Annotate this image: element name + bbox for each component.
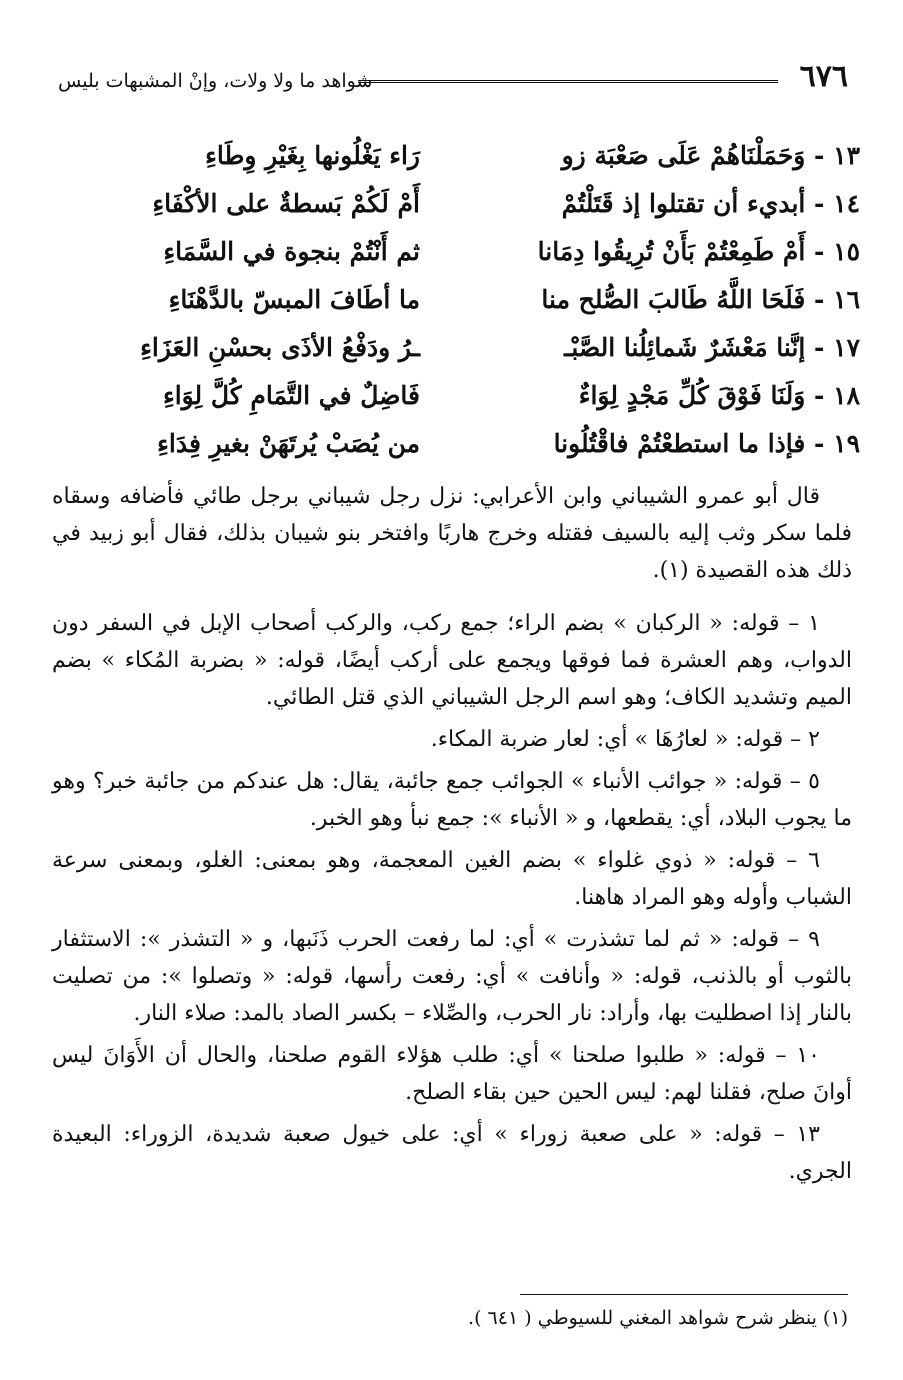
verse-second-hemistich: من يُصَبْ يُرتَهَنْ بغيرِ فِدَاءِ — [157, 429, 420, 458]
verse-first-hemistich: ١٧ - إنَّنا مَعْشَرٌ شَمائِلُنا الصَّبْـ — [564, 333, 860, 362]
verse-second-hemistich: ـرُ ودَفْعُ الأذَى بحسْنِ العَزَاءِ — [140, 333, 420, 362]
verse-first-hemistich: ١٦ - فَلَحَا اللَّهُ طَالبَ الصُّلح منا — [541, 285, 860, 314]
commentary-notes — [52, 605, 852, 1195]
verse-first-hemistich: ١٥ - أَمْ طَمِعْتُمْ بَأَنْ تُرِيقُوا دِمَانا — [537, 237, 860, 266]
verse-line — [100, 180, 860, 228]
header-rule — [358, 80, 778, 83]
verse-first-hemistich: ١٣ - وَحَمَلْنَاهُمْ عَلَى صَعْبَة زو — [561, 141, 860, 170]
verse-second-hemistich: ما أطَافَ المبسّ بالدَّهْنَاءِ — [168, 285, 420, 314]
commentary-note: ٩ – قوله: « ثم لما تشذرت » أي: لما رفعت الحرب ذَنَبها، و « التشذر »: الاستثفار بالثوب أو بالذنب، قوله: « وأنافت » أي: رفعت رأسها، قوله: « وتصلوا »: من تصليت بالنار إذا اصطليت بها، وأراد: نار الحرب، والصِّلاء – بكسر الصاد بالمد: صلاء النار. — [52, 927, 852, 1026]
footnote: (١) ينظر شرح شواهد المغني للسيوطي ( ٦٤١ ). — [468, 1307, 848, 1329]
commentary-note: ١٣ – قوله: « على صعبة زوراء » أي: على خيول صعبة شديدة، الزوراء: البعيدة الجري. — [52, 1122, 852, 1184]
verse-first-hemistich: ١٨ - وَلَنَا فَوْقَ كُلِّ مَجْدٍ لِوَاءٌ — [578, 381, 860, 410]
verse-line — [100, 420, 860, 468]
commentary-note: ١٠ – قوله: « طلبوا صلحنا » أي: طلب هؤلاء القوم صلحنا، والحال أن الأَوَانَ ليس أوانَ صلح، فقلنا لهم: ليس الحين حين بقاء الصلح. — [52, 1043, 852, 1105]
commentary-note: ٢ – قوله: « لعارُهَا » أي: لعار ضربة المكاء. — [430, 727, 820, 752]
running-header — [58, 58, 848, 98]
page-number: ٦٧٦ — [799, 59, 848, 94]
verse-second-hemistich: أَمْ لَكُمْ بَسطةٌ على الأكْفَاءِ — [152, 189, 420, 218]
verse-second-hemistich: فَاضِلٌ في التَّمَامِ كُلَّ لِوَاءِ — [162, 381, 420, 410]
intro-paragraph: قال أبو عمرو الشيباني وابن الأعرابي: نزل رجل شيباني برجل طائي فأضافه وسقاه فلما سكر وثب إليه بالسيف فقتله وخرج هاربًا وافتخر بنو شيبان بذلك، فقال أبو زبيد في ذلك هذه القصيدة (١). — [52, 484, 852, 583]
footnote-rule — [520, 1294, 848, 1295]
verse-second-hemistich: رَاء يَغْلُونها بِغَيْرِ وِطَاءِ — [205, 141, 420, 170]
verse-second-hemistich: ثم أَنْتُمْ بنجوة في السَّمَاءِ — [163, 237, 420, 266]
verse-line — [100, 276, 860, 324]
verse-line — [100, 132, 860, 180]
verse-line — [100, 228, 860, 276]
verse-line — [100, 372, 860, 420]
commentary-note: ٦ – قوله: « ذوي غلواء » بضم الغين المعجمة، وهو بمعنى: الغلو، وبمعنى سرعة الشباب وأوله وهو المراد هاهنا. — [52, 848, 852, 910]
verse-first-hemistich: ١٤ - أبديء أن تقتلوا إذ قَتَلْتُمْ — [561, 189, 860, 218]
verse-line — [100, 324, 860, 372]
verse-first-hemistich: ١٩ - فإذا ما استطعْتُمْ فاقْتُلُونا — [553, 429, 860, 458]
commentary-note: ١ – قوله: « الركبان » بضم الراء؛ جمع ركب، والركب أصحاب الإبل في السفر دون الدواب، وهم العشرة فما فوقها ويجمع على أركب أيضًا، قوله: « بضربة المُكاء » بضم الميم وتشديد الكاف؛ وهو اسم الرجل الشيباني الذي قتل الطائي. — [52, 611, 852, 710]
running-title: شواهد ما ولا ولات، وإنْ المشبهات بليس — [58, 70, 373, 92]
commentary-note: ٥ – قوله: « جوائب الأنباء » الجوائب جمع جائبة، يقال: هل عندكم من جائبة خبر؟ وهو ما يجوب البلاد، أي: يقطعها، و « الأنباء »: جمع نبأ وهو الخبر. — [52, 769, 852, 831]
poem-verses — [100, 132, 860, 468]
